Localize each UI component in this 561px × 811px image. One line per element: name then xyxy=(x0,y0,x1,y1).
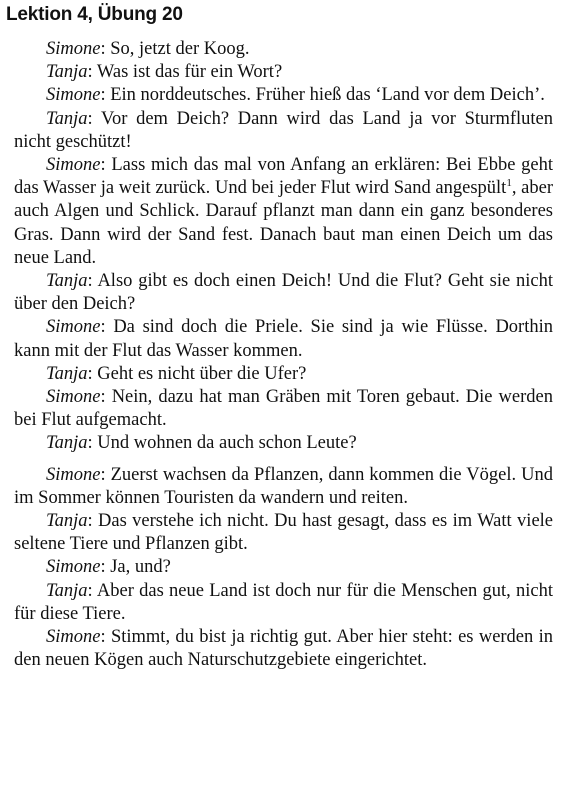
speaker-name: Simone xyxy=(46,387,101,408)
line-text: So, jetzt der Koog. xyxy=(110,39,250,59)
line-text: Was ist das für ein Wort? xyxy=(96,62,283,83)
speaker-name: Simone xyxy=(46,557,101,578)
line-text: Und wohnen da auch schon Leute? xyxy=(97,433,357,454)
dialogue-text xyxy=(14,38,553,672)
dialogue-line: Tanja: Vor dem Deich? Dann wird das Land ja vor Sturmfluten nicht geschützt! xyxy=(14,108,553,152)
speaker-name: Tanja xyxy=(46,108,88,129)
speaker-name: Simone xyxy=(46,317,101,338)
speaker-name: Simone xyxy=(46,85,101,106)
line-text: Stimmt, du bist ja richtig gut. Aber hier steht: es werden in den neuen Kögen auch Naturschutzgebiete eingerichtet. xyxy=(14,627,554,671)
line-text: Also gibt es doch einen Deich! Und die Flut? Geht sie nicht über den Deich? xyxy=(14,271,553,315)
dialogue-line: Tanja: Aber das neue Land ist doch nur für die Menschen gut, nicht für diese Tiere. xyxy=(14,580,553,624)
exercise-heading: Lektion 4, Übung 20 xyxy=(6,4,183,25)
dialogue-line: Tanja: Was ist das für ein Wort? xyxy=(46,62,283,83)
dialogue-line: Tanja: Und wohnen da auch schon Leute? xyxy=(46,433,357,454)
line-text: Ein norddeutsches. Früher hieß das ‘Land vor dem Deich’. xyxy=(110,85,545,106)
line-text: Lass mich das mal von Anfang an erklären: Bei Ebbe geht das Wasser ja weit zurück. Und bei jeder Flut wird Sand angespült xyxy=(14,155,554,199)
dialogue-line: Tanja: Das verstehe ich nicht. Du hast gesagt, dass es im Watt viele seltene Tiere und Pflanzen gibt. xyxy=(14,511,554,555)
line-text: Zuerst wachsen da Pflanzen, dann kommen die Vögel. Und im Sommer können Touristen da wandern und reiten. xyxy=(14,464,553,508)
dialogue-line: Simone: Lass mich das mal von Anfang an erklären: Bei Ebbe geht das Wasser ja weit zurück. Und bei jeder Flut wird Sand angespült$^1$, aber auch Algen und Schlick. Darauf pflanzt man dann ein ganz besonderes Gras. Dann wird der Sand fest. Danach baut man einen Deich um das neue Land. xyxy=(14,155,554,268)
line-text-continued: , aber auch Algen und Schlick. Darauf pflanzt man dann ein ganz besonderes Gras. Dann wird der Sand fest. Danach baut man einen Deich um das neue Land. xyxy=(14,178,553,268)
speaker-name: Simone xyxy=(46,464,101,485)
dialogue-line: Simone: Nein, dazu hat man Gräben mit Toren gebaut. Die werden bei Flut aufgemacht. xyxy=(14,387,554,431)
dialogue-line: Simone: Zuerst wachsen da Pflanzen, dann kommen die Vögel. Und im Sommer können Touristen da wandern und reiten. xyxy=(14,464,553,508)
speaker-name: Tanja xyxy=(46,271,88,292)
speaker-name: Simone xyxy=(46,627,101,648)
dialogue-line: Simone: So, jetzt der Koog. xyxy=(46,39,250,59)
line-text: Das verstehe ich nicht. Du hast gesagt, dass es im Watt viele seltene Tiere und Pflanzen gibt. xyxy=(14,511,554,555)
speaker-name: Tanja xyxy=(46,511,88,532)
line-text: Nein, dazu hat man Gräben mit Toren gebaut. Die werden bei Flut aufgemacht. xyxy=(14,387,554,431)
line-text: Aber das neue Land ist doch nur für die Menschen gut, nicht für diese Tiere. xyxy=(14,580,553,624)
speaker-name: Simone xyxy=(46,39,101,59)
dialogue-line: Simone: Da sind doch die Priele. Sie sind ja wie Flüsse. Dorthin kann mit der Flut das Wasser kommen. xyxy=(14,317,553,361)
dialogue-line: Tanja: Geht es nicht über die Ufer? xyxy=(46,363,307,384)
line-text: Geht es nicht über die Ufer? xyxy=(97,363,307,384)
dialogue-line: Simone: Ja, und? xyxy=(46,557,171,578)
footnote-marker: 1 xyxy=(506,177,512,190)
dialogue-line: Simone: Ein norddeutsches. Früher hieß das ‘Land vor dem Deich’. xyxy=(46,85,545,106)
dialogue-line: Tanja: Also gibt es doch einen Deich! Und die Flut? Geht sie nicht über den Deich? xyxy=(14,271,553,315)
speaker-name: Tanja xyxy=(46,62,88,83)
speaker-name: Tanja xyxy=(46,363,88,384)
line-text: Da sind doch die Priele. Sie sind ja wie Flüsse. Dorthin kann mit der Flut das Wasser kommen. xyxy=(14,317,553,361)
speaker-name: Tanja xyxy=(46,433,88,454)
line-text: Vor dem Deich? Dann wird das Land ja vor Sturmfluten nicht geschützt! xyxy=(14,108,553,152)
speaker-name: Tanja xyxy=(46,580,88,601)
speaker-name: Simone xyxy=(46,155,101,176)
line-text: Ja, und? xyxy=(110,557,171,578)
dialogue-line: Simone: Stimmt, du bist ja richtig gut. Aber hier steht: es werden in den neuen Kögen auch Naturschutzgebiete eingerichtet. xyxy=(14,627,554,671)
